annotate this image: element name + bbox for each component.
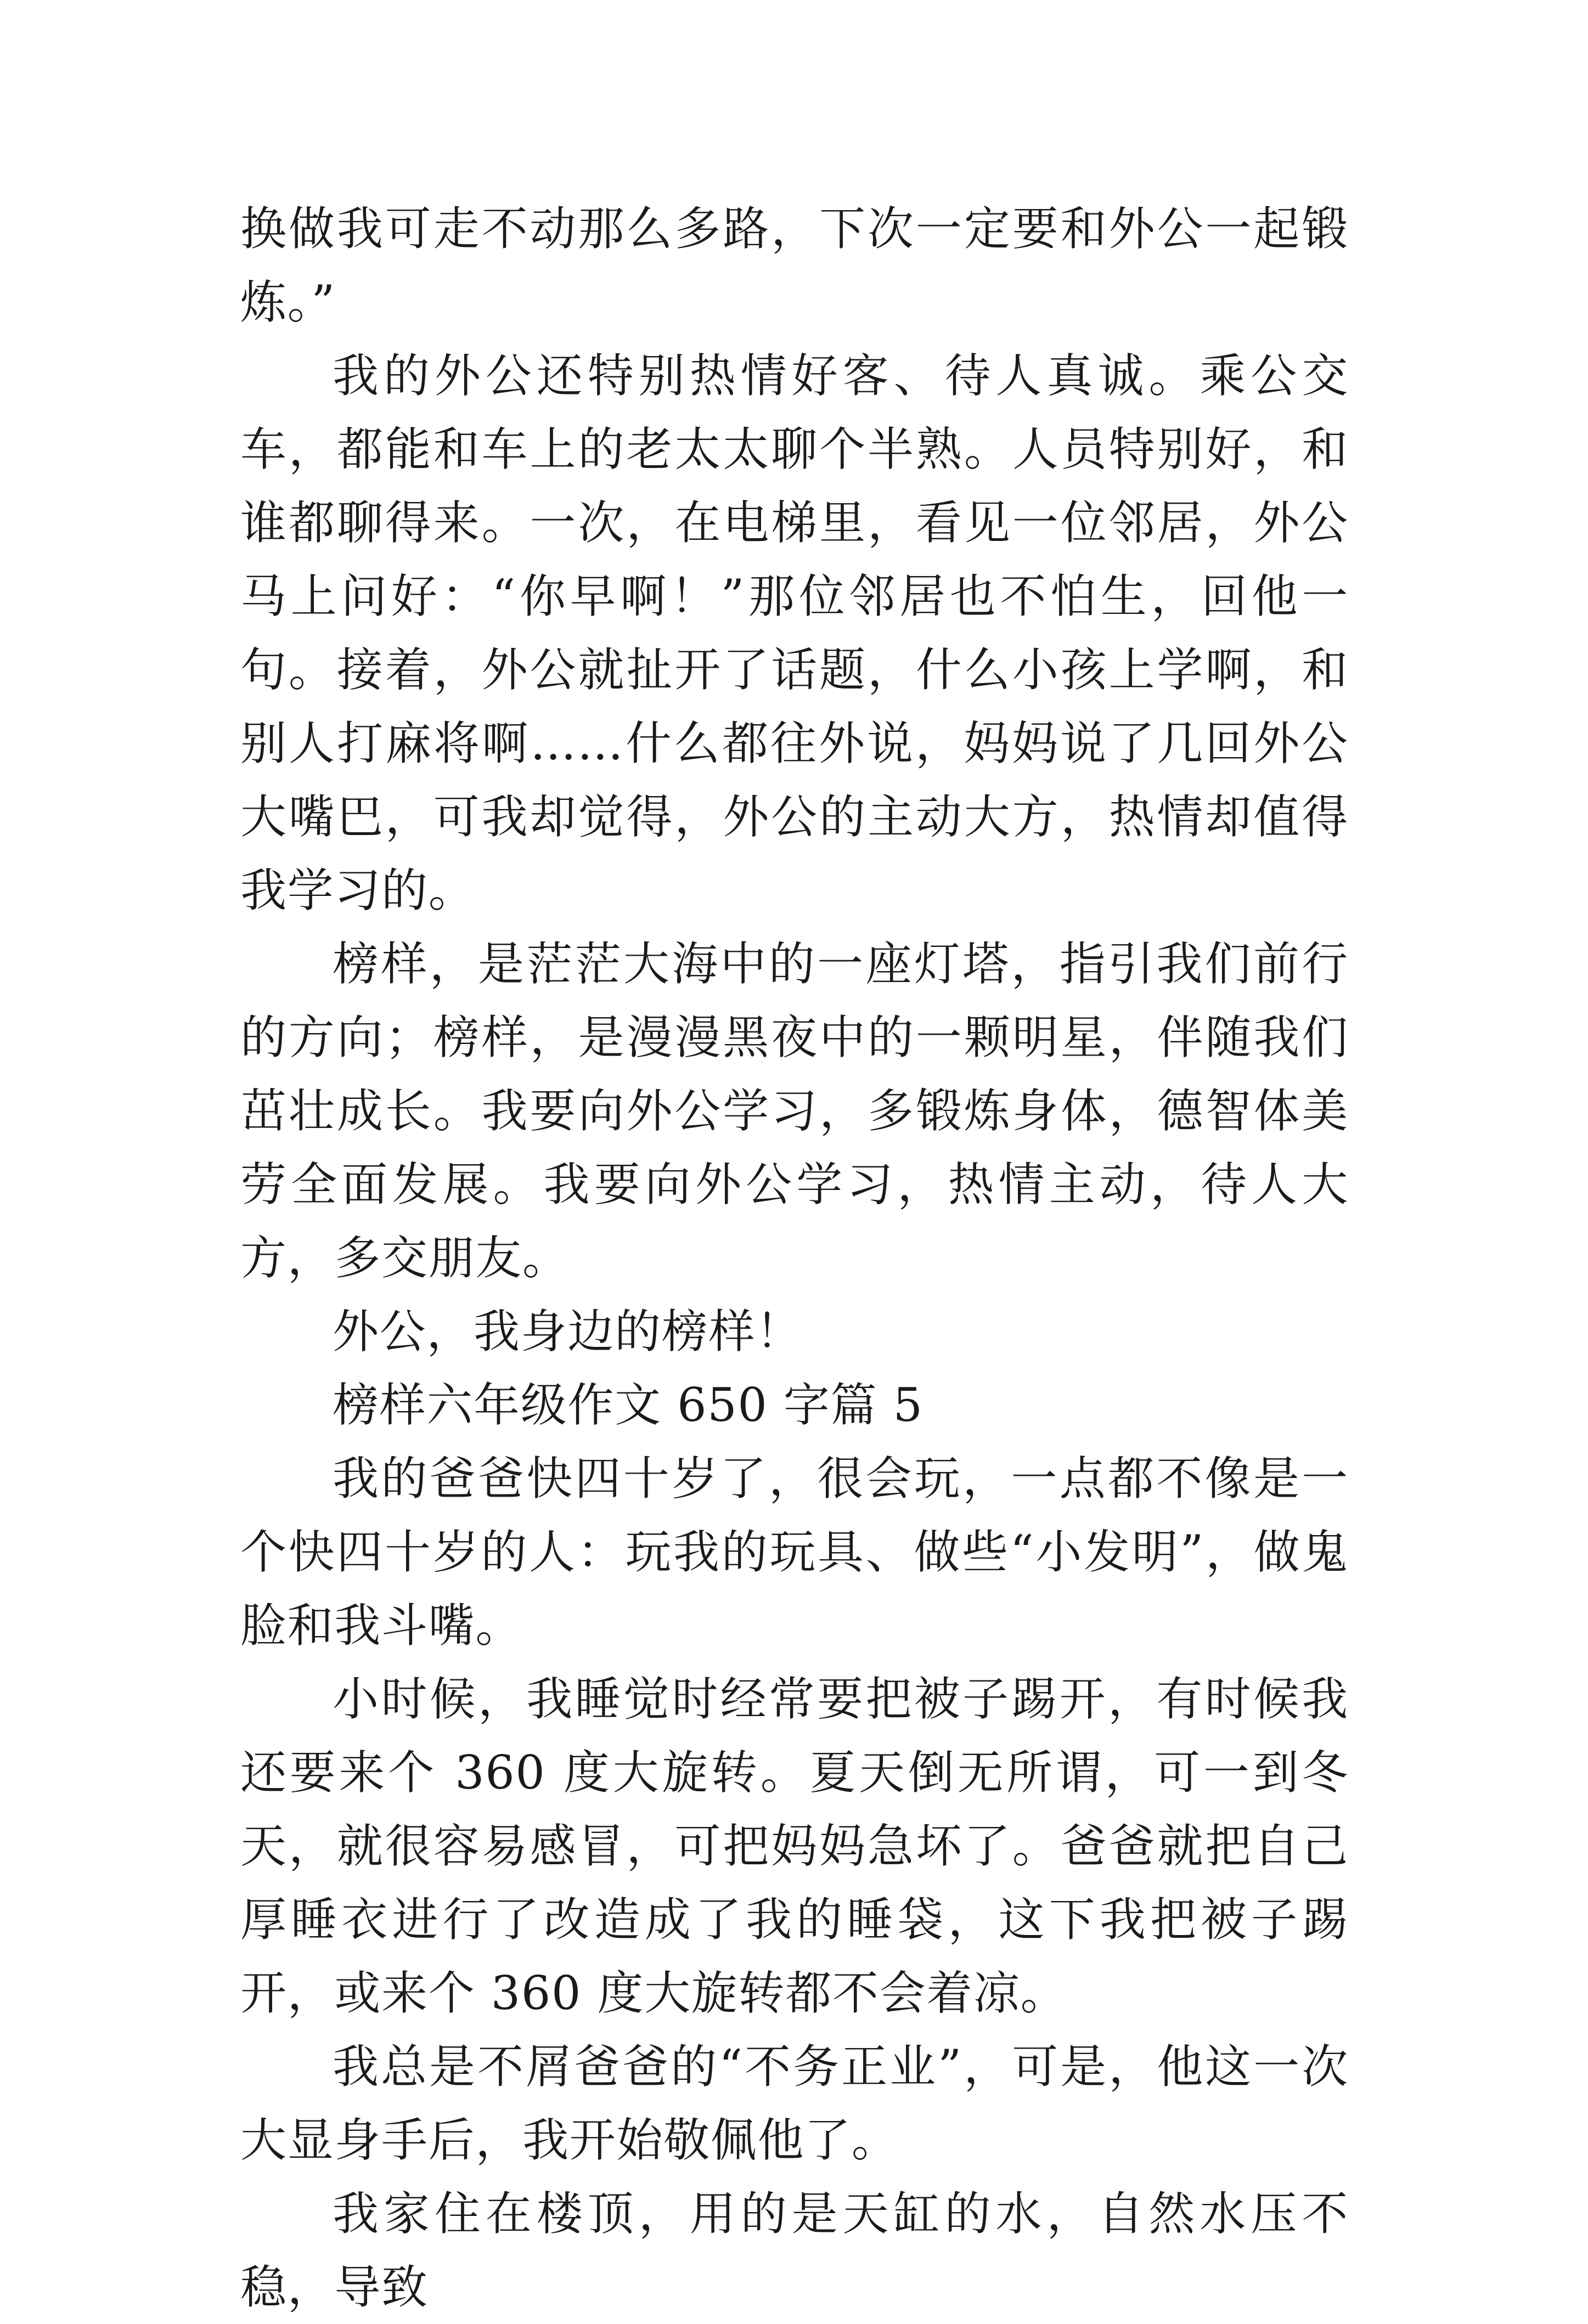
body-text	[240, 192, 1349, 2324]
paragraph-1: 换做我可走不动那么多路，下次一定要和外公一起锻炼。”	[240, 202, 1349, 329]
paragraph-6: 我的爸爸快四十岁了，很会玩，一点都不像是一个快四十岁的人：玩我的玩具、做些“小发明”，做鬼脸和我斗嘴。	[240, 1452, 1349, 1652]
paragraph-7: 小时候，我睡觉时经常要把被子踢开，有时候我还要来个 360 度大旋转。夏天倒无所谓，可一到冬天，就很容易感冒，可把妈妈急坏了。爸爸就把自己厚睡衣进行了改造成了我的睡袋，这下我把被子踢开，或来个 360 度大旋转都不会着凉。	[240, 1672, 1349, 2020]
paragraph-8: 我总是不屑爸爸的“不务正业”，可是，他这一次大显身手后，我开始敬佩他了。	[240, 2040, 1349, 2167]
paragraph-4: 外公，我身边的榜样！	[333, 1305, 803, 1358]
paragraph-9: 我家住在楼顶，用的是天缸的水，自然水压不稳，导致	[240, 2187, 1349, 2314]
section-heading: 榜样六年级作文 650 字篇 5	[333, 1378, 923, 1432]
paragraph-3: 榜样，是茫茫大海中的一座灯塔，指引我们前行的方向；榜样，是漫漫黑夜中的一颗明星，伴随我们茁壮成长。我要向外公学习，多锻炼身体，德智体美劳全面发展。我要向外公学习，热情主动，待人大方，多交朋友。	[240, 937, 1349, 1285]
paragraph-2: 我的外公还特别热情好客、待人真诚。乘公交车，都能和车上的老太太聊个半熟。人员特别好，和谁都聊得来。一次，在电梯里，看见一位邻居，外公马上问好：“你早啊！”那位邻居也不怕生，回他一句。接着，外公就扯开了话题，什么小孩上学啊，和别人打麻将啊……什么都往外说，妈妈说了几回外公大嘴巴，可我却觉得，外公的主动大方，热情却值得我学习的。	[240, 349, 1349, 917]
